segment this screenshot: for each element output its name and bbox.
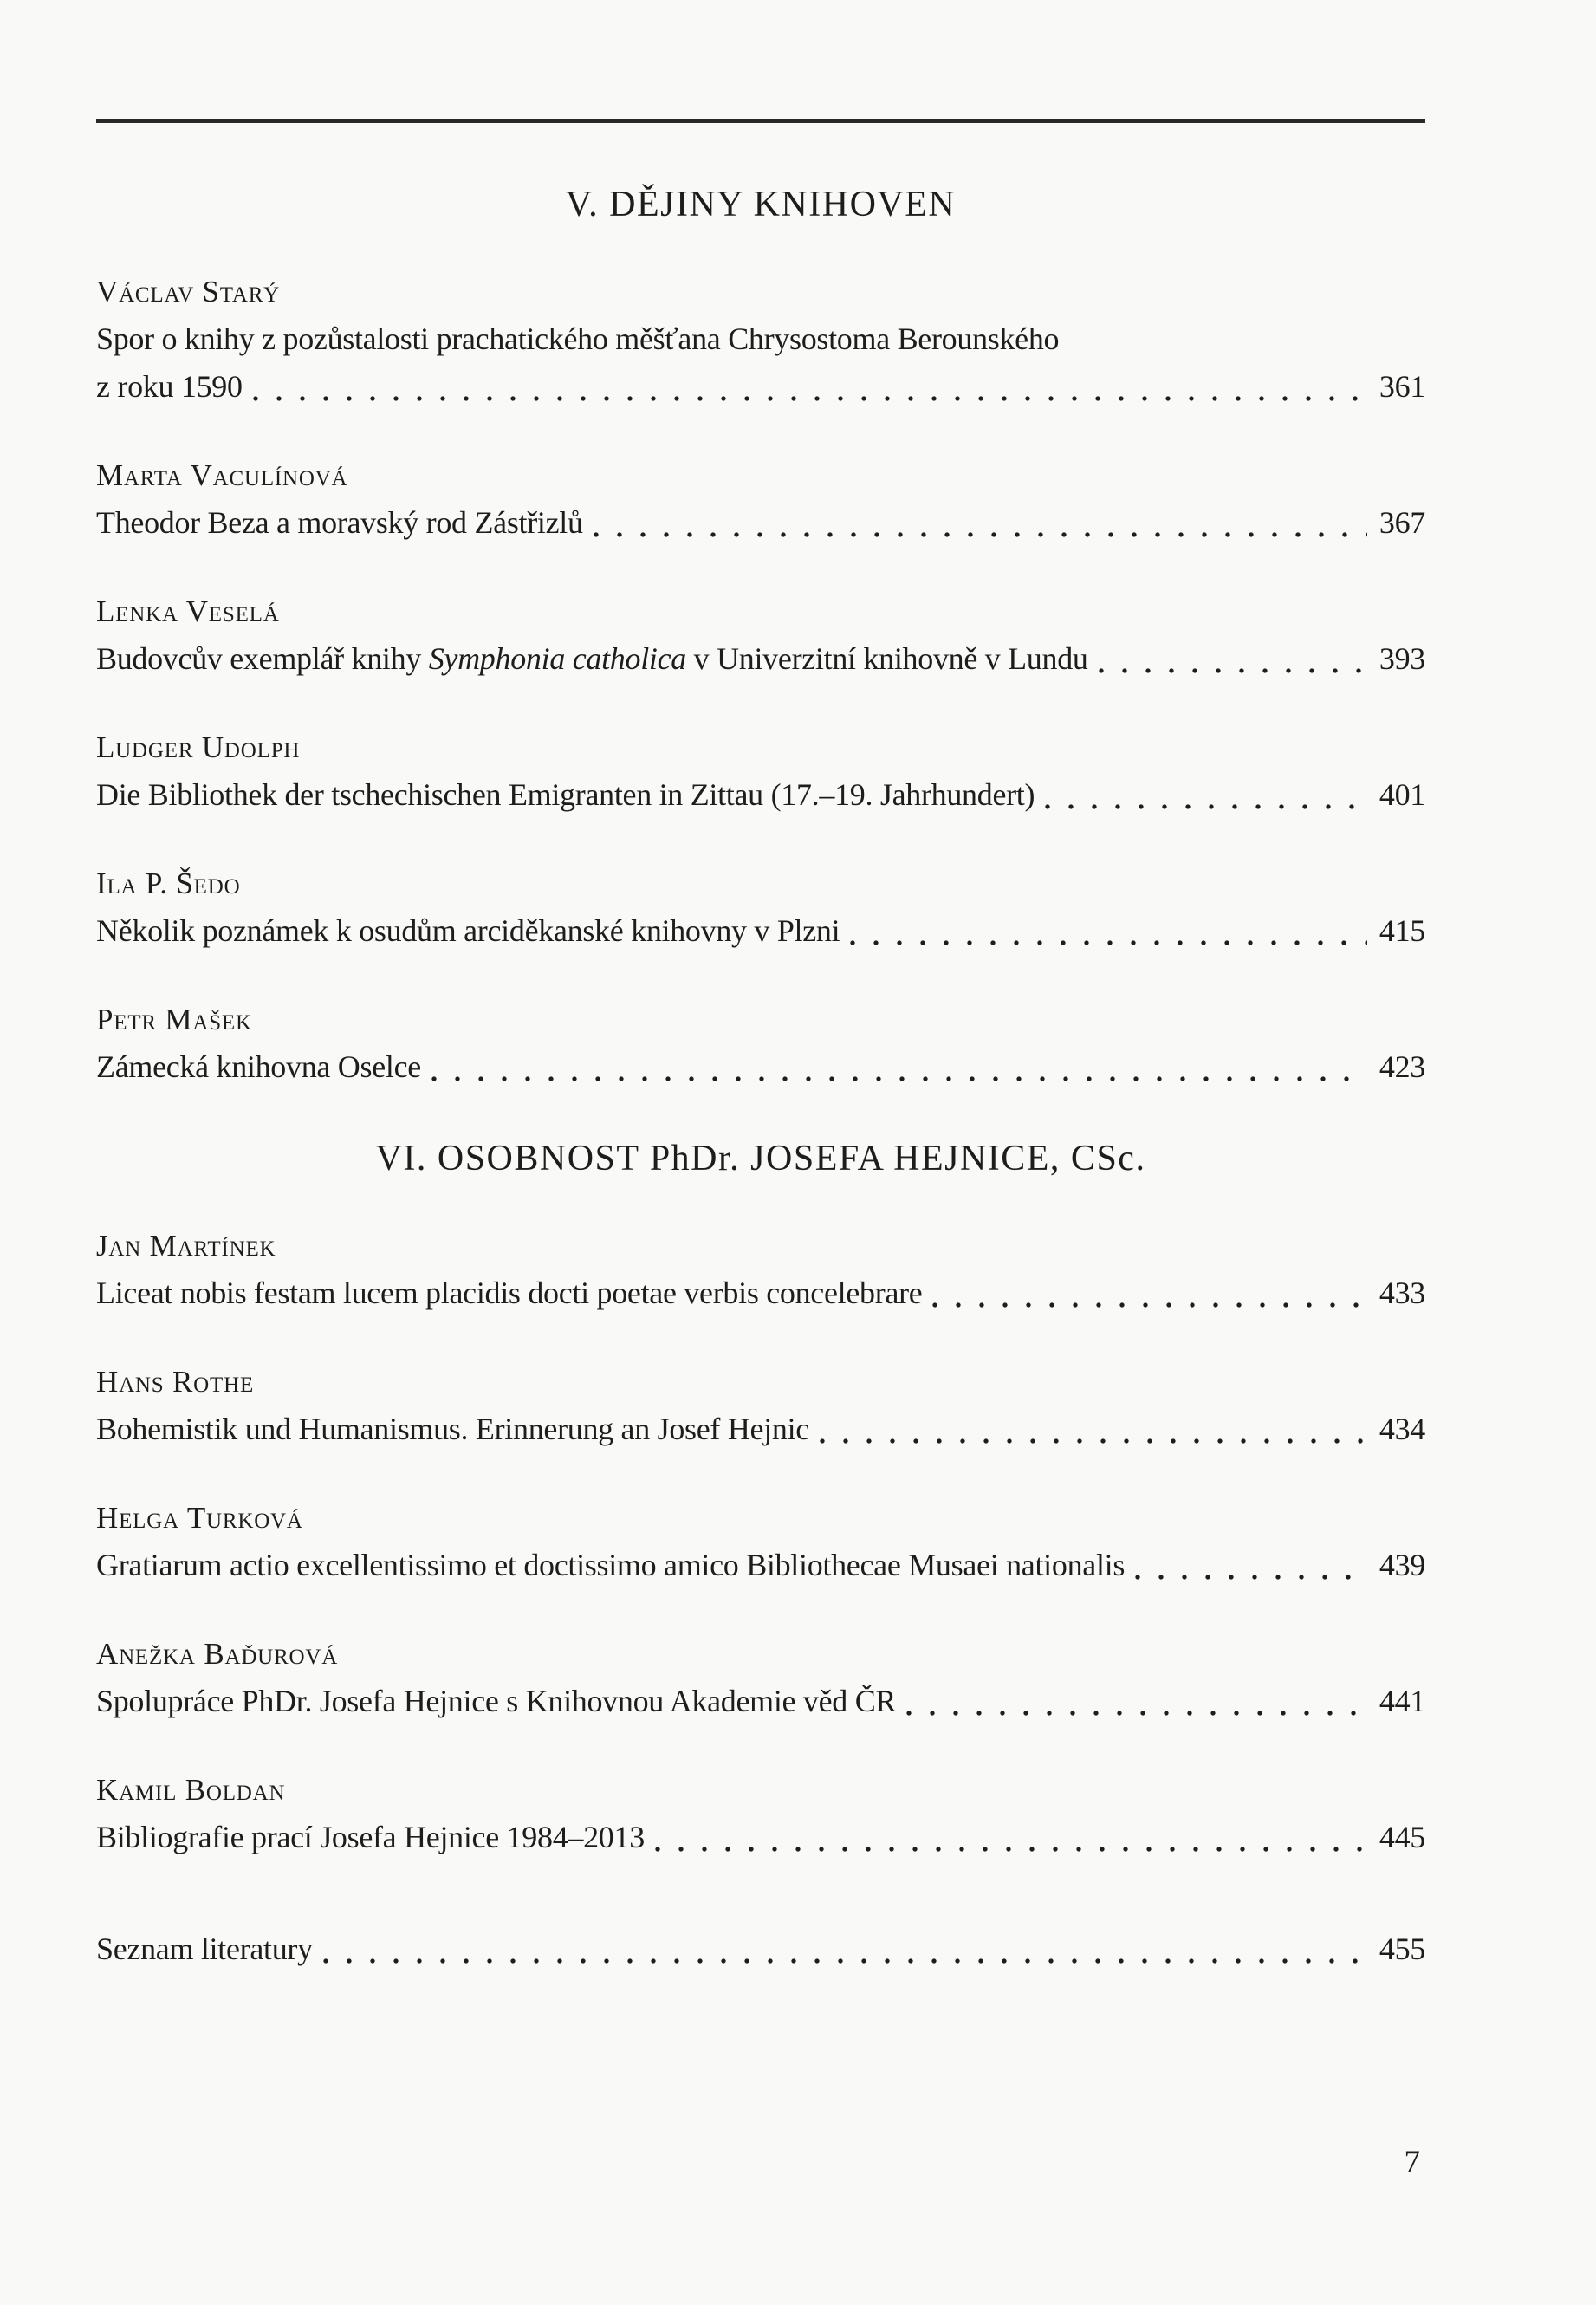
title-text: Spolupráce PhDr. Josefa Hejnice s Knihovnou Akademie věd ČR	[96, 1684, 897, 1718]
title-leader-row	[96, 1925, 1425, 1973]
section-heading-v: V. DĚJINY KNIHOVEN	[565, 185, 957, 224]
title-text: Bohemistik und Humanismus. Erinnerung an Josef Hejnic	[96, 1412, 809, 1446]
title-leader-row	[96, 363, 1425, 411]
author-name: Helga Turková	[96, 1501, 303, 1535]
title-leader-row	[96, 499, 1425, 547]
title-leader-row	[96, 1406, 1425, 1453]
page-number: 7	[1404, 2145, 1420, 2180]
dot-leader	[655, 1847, 1367, 1852]
page-ref: 361	[1379, 369, 1425, 404]
dot-leader	[1099, 668, 1367, 673]
page-ref: 393	[1379, 641, 1425, 676]
toc-entry	[96, 456, 1425, 547]
title-text: Budovcův exemplář knihy Symphonia catholica v Univerzitní knihovně v Lundu	[96, 641, 1088, 676]
author-name: Marta Vaculínová	[96, 458, 348, 492]
author-name: Hans Rothe	[96, 1365, 255, 1399]
title-leader-row	[96, 1814, 1425, 1861]
page-ref: 439	[1379, 1548, 1425, 1582]
author-name: Václav Starý	[96, 275, 281, 308]
title-leader-row	[96, 771, 1425, 819]
text-block	[96, 0, 1425, 2018]
title-leader-row	[96, 1043, 1425, 1091]
page-ref: 455	[1379, 1932, 1425, 1966]
dot-leader	[431, 1076, 1367, 1081]
title-text: Gratiarum actio excellentissimo et doctissimo amico Bibliothecae Musaei nationalis	[96, 1548, 1126, 1582]
dot-leader	[594, 532, 1367, 537]
title-text: Spor o knihy z pozůstalosti prachatického měšťana Chrysostoma Berounského	[96, 321, 1060, 356]
top-rule	[96, 119, 1425, 123]
toc-entry	[96, 728, 1425, 819]
toc-entry	[96, 1498, 1425, 1589]
page-ref: 415	[1379, 913, 1425, 948]
dot-leader	[1135, 1575, 1367, 1580]
author-name: Ila P. Šedo	[96, 867, 241, 900]
section-v-entries	[96, 272, 1425, 1091]
page-ref: 423	[1379, 1049, 1425, 1084]
toc-entry	[96, 1925, 1425, 1973]
title-leader-row	[96, 635, 1425, 683]
dot-leader	[1045, 804, 1367, 809]
author-name: Petr Mašek	[96, 1003, 252, 1036]
title-leader-row	[96, 1678, 1425, 1725]
toc-entry	[96, 592, 1425, 683]
title-leader-row	[96, 907, 1425, 955]
dot-leader	[253, 396, 1367, 401]
toc-entry	[96, 272, 1425, 411]
author-name: Kamil Boldan	[96, 1773, 286, 1807]
title-leader-row	[96, 1542, 1425, 1589]
title-text: Theodor Beza a moravský rod Zástřizlů	[96, 505, 583, 540]
toc-entry	[96, 1770, 1425, 1861]
author-name: Anežka Baďurová	[96, 1637, 339, 1671]
page-ref: 445	[1379, 1820, 1425, 1854]
page-ref: 441	[1379, 1684, 1425, 1718]
page-ref: 401	[1379, 777, 1425, 812]
title-leader-row	[96, 1269, 1425, 1317]
toc-entry	[96, 864, 1425, 955]
title-text: Seznam literatury	[96, 1932, 313, 1966]
dot-leader	[323, 1958, 1367, 1964]
toc-entry	[96, 1000, 1425, 1091]
title-text: Bibliografie prací Josefa Hejnice 1984–2013	[96, 1820, 645, 1854]
title-text: z roku 1590	[96, 369, 243, 404]
title-text: Liceat nobis festam lucem placidis docti poetae verbis concelebrare	[96, 1276, 923, 1310]
dot-leader	[850, 940, 1367, 945]
author-name: Ludger Udolph	[96, 730, 301, 764]
page-ref: 367	[1379, 505, 1425, 540]
title-text: Die Bibliothek der tschechischen Emigranten in Zittau (17.–19. Jahrhundert)	[96, 777, 1035, 812]
dot-leader	[820, 1438, 1367, 1444]
section-vi-entries	[96, 1226, 1425, 1861]
title-text: Několik poznámek k osudům arciděkanské knihovny v Plzni	[96, 913, 840, 948]
author-name: Lenka Veselá	[96, 594, 280, 628]
toc-entry	[96, 1226, 1425, 1317]
page-ref: 434	[1379, 1412, 1425, 1446]
section-heading-vi: VI. OSOBNOST PhDr. JOSEFA HEJNICE, CSc.	[375, 1139, 1146, 1178]
standalone-entries	[96, 1925, 1425, 1973]
toc-entry	[96, 1634, 1425, 1725]
author-name: Jan Martínek	[96, 1229, 276, 1263]
dot-leader	[932, 1302, 1366, 1308]
toc-entry	[96, 1362, 1425, 1453]
page-ref: 433	[1379, 1276, 1425, 1310]
dot-leader	[906, 1711, 1367, 1716]
title-text: Zámecká knihovna Oselce	[96, 1049, 421, 1084]
title-row	[96, 315, 1425, 363]
